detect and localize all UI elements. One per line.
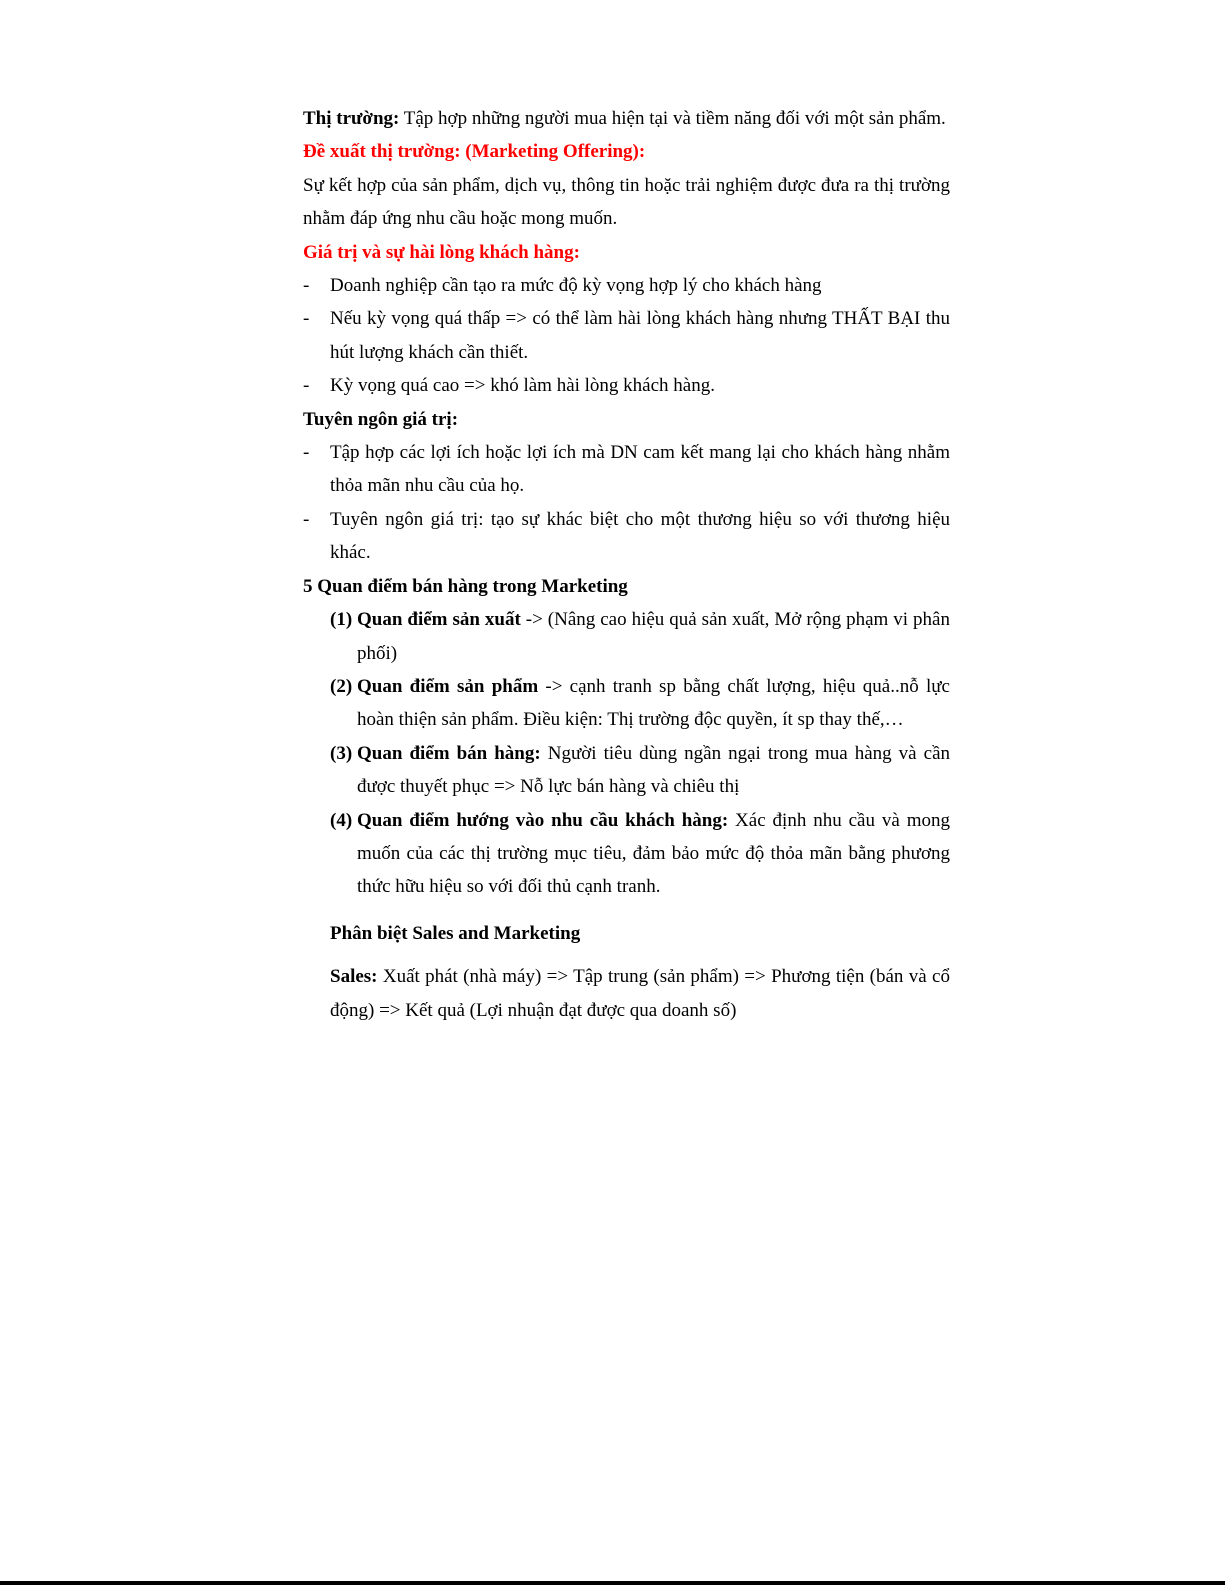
concept-item: (4) Quan điểm hướng vào nhu cầu khách hàng: Xác định nhu cầu và mong muốn của các thị trường mục tiêu, đảm bảo mức độ thỏa mãn bằng phương thức hữu hiệu so với đối thủ cạnh tranh. [330,809,950,898]
market-text: Tập hợp những người mua hiện tại và tiềm năng đối với một sản phẩm. [399,108,946,129]
value-item: - Kỳ vọng quá cao => khó làm hài lòng khách hàng. [303,375,715,397]
concept-item: (3) Quan điểm bán hàng: Người tiêu dùng ngần ngại trong mua hàng và cần được thuyết phục => Nỗ lực bán hàng và chiêu thị [330,742,950,798]
concepts-heading: 5 Quan điểm bán hàng trong Marketing [303,575,628,597]
value-item: - Doanh nghiệp cần tạo ra mức độ kỳ vọng hợp lý cho khách hàng [303,275,822,297]
sales-definition: Sales: Xuất phát (nhà máy) => Tập trung (sản phẩm) => Phương tiện (bán và cổ động) => Kết quả (Lợi nhuận đạt được qua doanh số) [330,966,950,1021]
document-page [303,102,950,1027]
market-label: Thị trường: [303,108,400,129]
proposition-heading: Tuyên ngôn giá trị: [303,408,459,430]
concept-item: (1) Quan điểm sản xuất -> (Nâng cao hiệu quả sản xuất, Mở rộng phạm vi phân phối) [330,609,950,664]
distinguish-heading: Phân biệt Sales and Marketing [330,922,581,944]
offering-heading: Đề xuất thị trường: (Marketing Offering): [303,141,646,163]
page-bottom-border [0,1581,1225,1585]
concept-item: (2) Quan điểm sản phẩm -> cạnh tranh sp bằng chất lượng, hiệu quả..nỗ lực hoàn thiện sản phẩm. Điều kiện: Thị trường độc quyền, ít sp thay thế,… [330,675,950,731]
value-item: - Nếu kỳ vọng quá thấp => có thể làm hài lòng khách hàng nhưng THẤT BẠI thu hút lượng khách cần thiết. [303,308,950,363]
proposition-item: - Tập hợp các lợi ích hoặc lợi ích mà DN cam kết mang lại cho khách hàng nhằm thỏa mãn nhu cầu của họ. [303,442,950,497]
value-heading: Giá trị và sự hài lòng khách hàng: [303,241,580,263]
offering-text: Sự kết hợp của sản phẩm, dịch vụ, thông tin hoặc trải nghiệm được đưa ra thị trường nhằm đáp ứng nhu cầu hoặc mong muốn. [303,174,950,230]
proposition-item: - Tuyên ngôn giá trị: tạo sự khác biệt cho một thương hiệu so với thương hiệu khác. [303,508,950,564]
market-definition [303,102,950,135]
